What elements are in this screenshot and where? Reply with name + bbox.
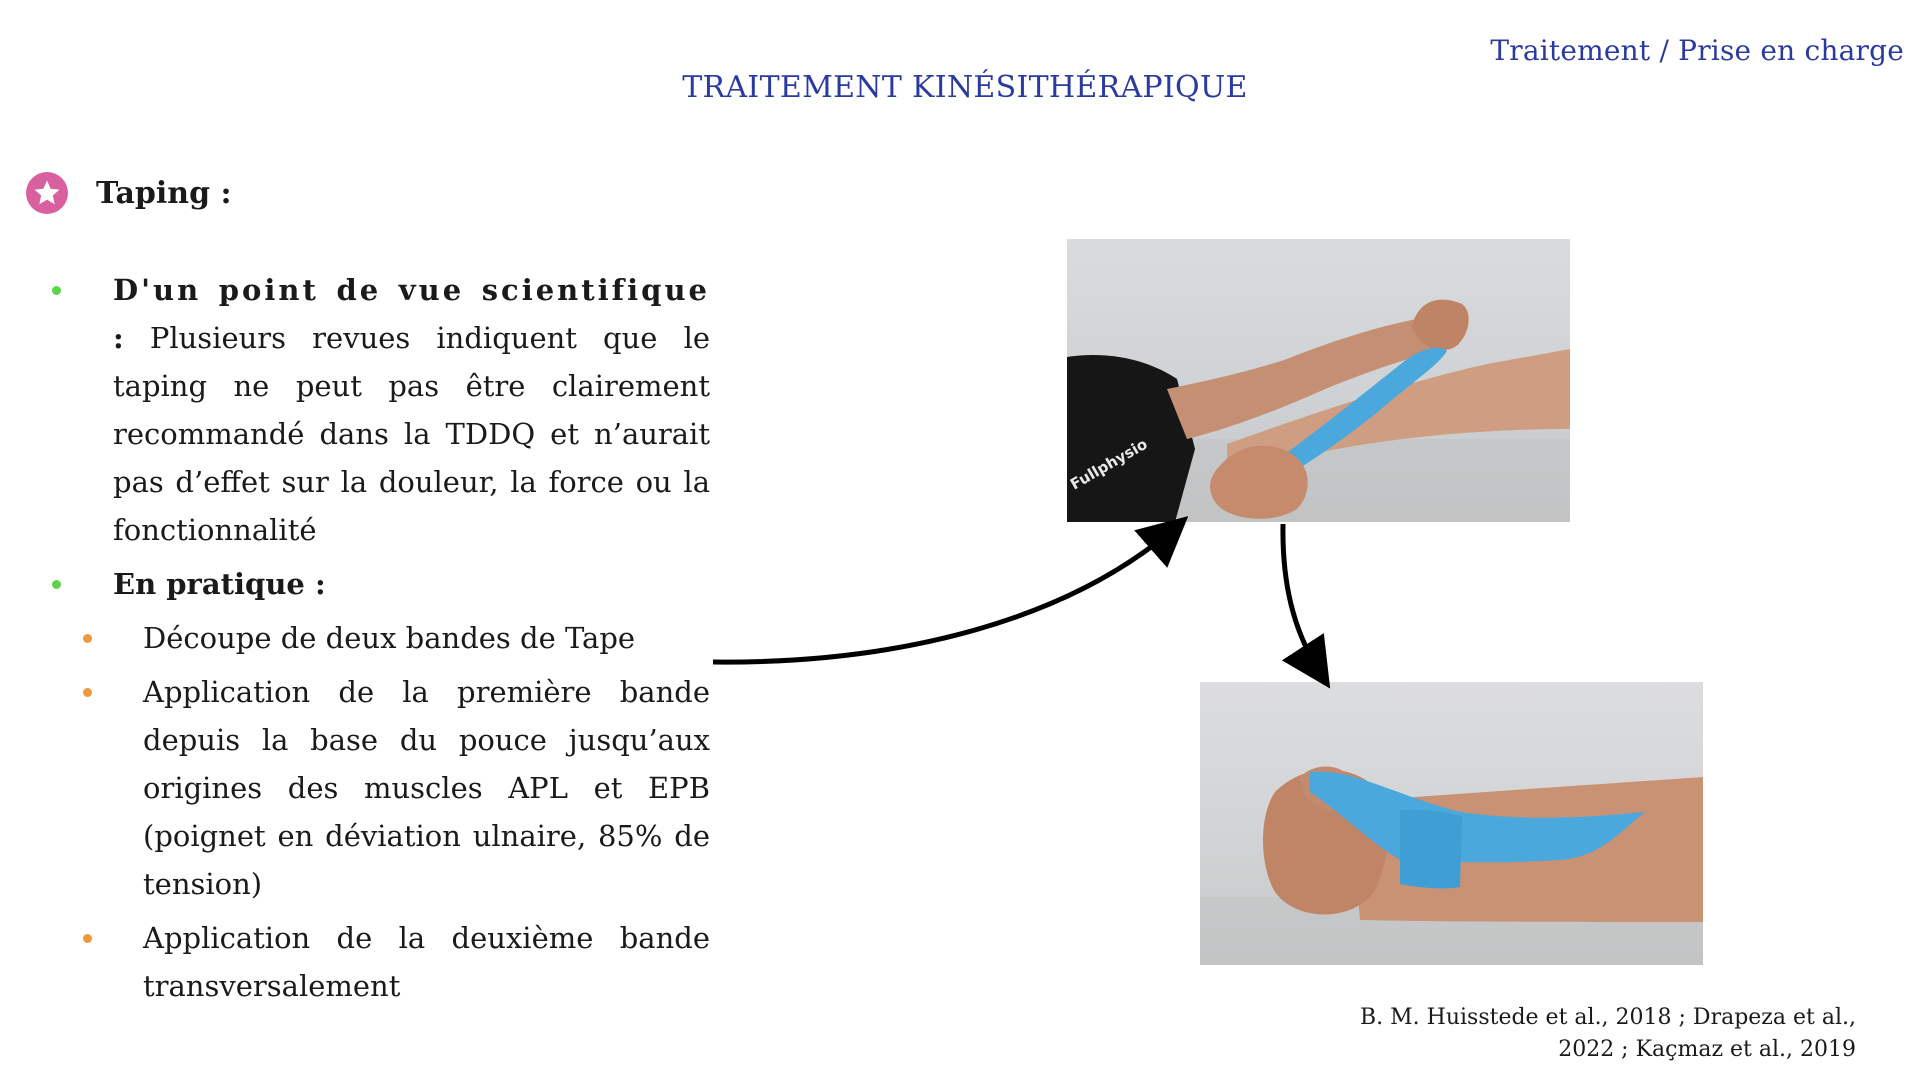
- green-bullet-icon: [52, 580, 61, 589]
- breadcrumb: Traitement / Prise en charge: [1490, 34, 1904, 67]
- reference-line-2: 2022 ; Kaçmaz et al., 2019: [1558, 1037, 1856, 1062]
- reference-citation: [1360, 1002, 1856, 1066]
- orange-bullet-icon: [83, 634, 92, 643]
- star-icon: [26, 172, 68, 214]
- shirt-logo: Fullphysio: [1067, 434, 1151, 494]
- taping-photo-application: [1067, 239, 1570, 522]
- arrow-to-top-photo: [713, 526, 1177, 662]
- subitem-text: Application de la deuxième bande transversalement: [143, 921, 710, 1003]
- bullet-list: [50, 266, 710, 1016]
- arrow-to-bottom-photo: [1283, 524, 1322, 676]
- subitem-text: Application de la première bande depuis la base du pouce jusqu’aux origines des muscles APL et EPB (poignet en déviation ulnaire, 85% de tension): [143, 675, 710, 901]
- reference-line-1: B. M. Huisstede et al., 2018 ; Drapeza et al.,: [1359, 1005, 1856, 1030]
- page-title: TRAITEMENT KINÉSITHÉRAPIQUE: [682, 70, 1248, 105]
- section-heading: [26, 172, 232, 214]
- bullet-scientific-lead: D'un point de vue scientifique: [113, 273, 710, 307]
- subitem-cut-bands: [81, 614, 710, 662]
- taping-photo-result: [1200, 682, 1703, 965]
- subitem-second-band: [81, 914, 710, 1010]
- section-heading-label: Taping :: [96, 175, 232, 211]
- orange-bullet-icon: [83, 934, 92, 943]
- bullet-practice: [50, 560, 710, 608]
- bullet-practice-lead: En pratique :: [113, 567, 326, 601]
- orange-bullet-icon: [83, 688, 92, 697]
- bullet-scientific-separator: :: [113, 321, 124, 355]
- bullet-scientific-text: Plusieurs revues indiquent que le taping ne peut pas être clairement recommandé dans la TDDQ et n’aurait pas d’effet sur la douleur, la force ou la fonctionnalité: [113, 321, 711, 547]
- bullet-scientific: [50, 266, 710, 554]
- subitem-text: Découpe de deux bandes de Tape: [143, 621, 636, 655]
- green-bullet-icon: [52, 286, 61, 295]
- subitem-first-band: [81, 668, 710, 908]
